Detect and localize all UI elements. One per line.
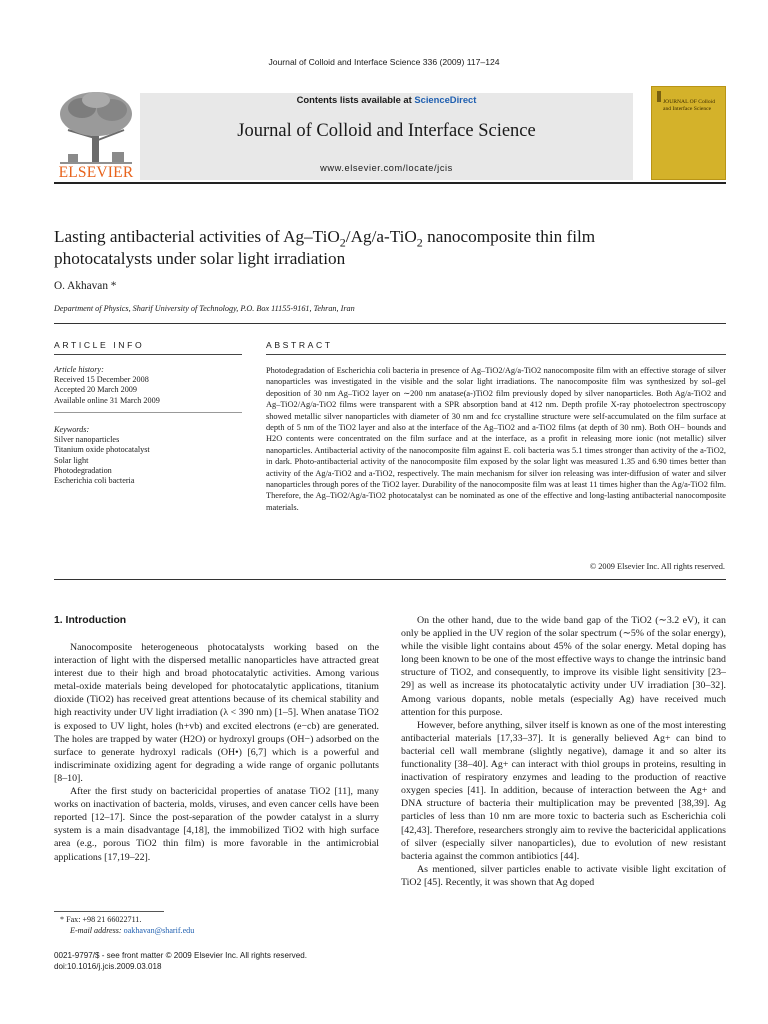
article-history: [54, 365, 242, 406]
doi-line[interactable]: doi:10.1016/j.jcis.2009.03.018: [54, 962, 162, 972]
author-email-link[interactable]: oakhavan@sharif.edu: [123, 925, 195, 935]
publication-info: [54, 950, 307, 972]
sciencedirect-link[interactable]: ScienceDirect: [414, 94, 477, 105]
article-info-rule: [54, 354, 242, 355]
abstract-text: Photodegradation of Escherichia coli bacteria in presence of Ag–TiO2/Ag/a-TiO2 nanocomposite film with an effective storage of silver nanoparticles was investigated in the visible and the solar light irradiations. The nanocomposite film was synthesized by sol–gel deposition of 30 nm Ag–TiO2 layer on ∼200 nm anatase(a-)TiO2 film previously doped by silver nanoparticles. Both Ag/a-TiO2 and Ag–TiO2/Ag/a-TiO2 films were transparent with a SPR absorption band at 412 nm. Depth profile X-ray photoelectron spectroscopy showed metallic silver nanoparticles with diameter of 30 nm and fcc crystalline structure were self-accumulated on the film surface at depth of 5 nm of the TiO2 layer and also at the interface of the Ag–TiO2 and a-TiO2 films (at depth of 30 nm). Both OH− bounds and H2O contents were concentrated on the film surface and at the interface, as a profit in releasing more ionic (not metallic) silver nanoparticles. Antibacterial activity of the nanocomposite film against E. coli bacteria was 5.1 times stronger than activity of the a-TiO2, in dark. Photo-antibacterial activity of the nanocomposite film exposed by the solar light was measured 1.35 and 6.90 times better than activity of the Ag/a-TiO2 and a-TiO2, respectively. The main mechanism for silver ion releasing was inter-diffusion of water and silver nanoparticles through pores of the TiO2 layer. Durability of the nanocomposite film was at least 11 times higher than the Ag/a-TiO2 film. Therefore, the Ag–TiO2/Ag/a-TiO2 photocatalyst can be nominated as one of the effective and long-lasting antibacterial nanocomposite materials.: [266, 366, 726, 512]
body-paragraph: Nanocomposite heterogeneous photocatalysts working based on the interaction of light with the dispersed metallic nanoparticles have attracted great interest due to their high and broad photocatalytic activities. Among various metal-oxide materials being developed for photocatalytic applications, titanium dioxide (TiO2) has received great attentions because of its chemical stability and high reactivity under UV light irradiation (λ < 390 nm) [1–5]. When anatase TiO2 is exposed to UV light, holes (h+vb) and excited electrons (e−cb) are generated. The holes are trapped by water (H2O) or hydroxyl groups (OH−) adsorbed on the surface to generate hydroxyl radicals (OH•) [6,7] which is a powerful and indiscriminate oxidizing agent for degrading a wide range of organic pollutants [8–10].: [54, 642, 379, 784]
keyword: Titanium oxide photocatalyst: [54, 445, 150, 455]
left-column: [54, 641, 379, 864]
journal-header: [140, 93, 633, 180]
footnote: [54, 915, 379, 937]
keyword: Escherichia coli bacteria: [54, 476, 135, 486]
article-title: Lasting antibacterial activities of Ag–TiO$_2$/Ag/a-TiO$_2$ nanocomposite thin film photocatalysts under solar light irradiation: [54, 227, 596, 268]
keyword: Silver nanoparticles: [54, 435, 120, 445]
contents-line: [140, 94, 633, 105]
header-rule: [54, 182, 726, 184]
section-heading: 1. Introduction: [54, 615, 127, 626]
history-label: Article history:: [54, 365, 104, 374]
journal-cover: [651, 86, 726, 180]
article-info-separator: [54, 412, 242, 413]
article-info-heading: ARTICLE INFO: [54, 340, 145, 350]
abstract-rule: [266, 354, 726, 355]
keywords-label: Keywords:: [54, 425, 90, 434]
right-column: [401, 614, 726, 889]
cover-title: JOURNAL OF Colloid and Interface Science: [663, 99, 716, 112]
history-received: Received 15 December 2008: [54, 375, 149, 385]
copyright-notice: © 2009 Elsevier Inc. All rights reserved.: [589, 562, 725, 571]
body-paragraph: After the first study on bactericidal properties of anatase TiO2 [11], many works on inactivation of bacteria, molds, viruses, and even cancer cells have been reported [12–17]. Since the post-separation of the powder catalyst in a slurry system is a main disadvantage [4,18], the immobilized TiO2 with high surface area (e.g., porous TiO2 thin film) is more favorable in the antimicrobial applications [17,19–22].: [54, 786, 379, 863]
keyword: Photodegradation: [54, 465, 112, 475]
elsevier-logo: [54, 88, 138, 184]
contents-prefix: Contents lists available at: [296, 94, 415, 105]
publisher-name: ELSEVIER: [58, 164, 134, 181]
journal-title: Journal of Colloid and Interface Science: [237, 121, 536, 141]
cover-spine: [657, 91, 661, 102]
author-name: O. Akhavan *: [54, 280, 117, 292]
keywords: [54, 425, 242, 486]
journal-reference: Journal of Colloid and Interface Science 336 (2009) 117–124: [268, 57, 500, 67]
history-online: Available online 31 March 2009: [54, 395, 160, 405]
body-paragraph: On the other hand, due to the wide band gap of the TiO2 (∼3.2 eV), it can only be applied in the UV region of the solar spectrum (∼5% of the solar energy), while the visible light contains about 45% of the solar energy. Metal doping has long been known to be one of the most effective ways to change the intrinsic band structure of TiO2, and consequently, to improve its visible light sensitivity [23–29] as well as increase its photocatalytic activity under UV irradiation [30–32]. Among various dopants, noble metals (especially Ag) have received much attention for this purpose.: [401, 615, 726, 718]
history-accepted: Accepted 20 March 2009: [54, 385, 137, 395]
body-paragraph: As mentioned, silver particles enable to activate visible light excitation of TiO2 [45]. Recently, it was shown that Ag doped: [401, 863, 726, 888]
author-fax: * Fax: +98 21 66022711.: [60, 915, 142, 924]
issn-line: 0021-9797/$ - see front matter © 2009 Elsevier Inc. All rights reserved.: [54, 951, 307, 960]
email-label: E-mail address:: [70, 925, 124, 935]
journal-url[interactable]: www.elsevier.com/locate/jcis: [320, 163, 453, 173]
abstract-heading: ABSTRACT: [266, 340, 333, 350]
author-affiliation: Department of Physics, Sharif University of Technology, P.O. Box 11155-9161, Tehran, Iran: [54, 304, 355, 313]
keyword: Solar light: [54, 455, 89, 465]
affiliation-rule: [54, 323, 726, 324]
abstract-bottom-rule: [54, 579, 726, 580]
footnote-rule: [54, 911, 164, 912]
body-paragraph: However, before anything, silver itself is known as one of the most interesting antibacterial materials [17,33–37]. It is generally believed Ag+ can bind to bacterial cell wall membrane (slightly negative), damage it and so alter its functionality [38–40]. Ag+ can interact with thiol groups in proteins, resulting in inactivation of respiratory enzymes and leading to the production of reactive oxygen species [41]. In addition, because of interaction between the Ag+ and DNA structure of bacteria their multiplication may be prevented [38,39]. Ag particles of less than 10 nm are more toxic to bacteria such as Escherichia coli [42,43]. Therefore, researchers strongly aim to revive the bactericidal applications of silver (especially silver nanoparticles), due to evolution of new resistant bacteria against the common antibiotics [44].: [401, 719, 726, 862]
